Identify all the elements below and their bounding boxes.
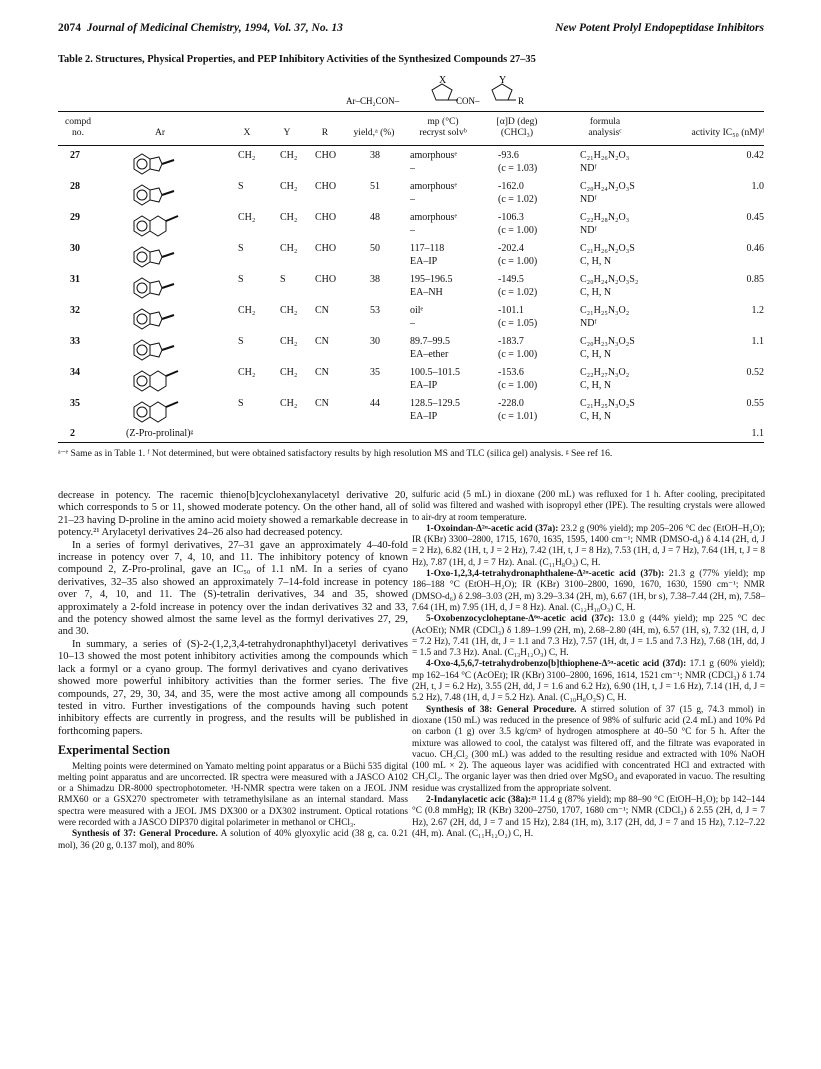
cell-analysis: NDᶠ xyxy=(580,225,597,236)
cell-r: CHO xyxy=(315,150,337,161)
cell-y: S xyxy=(280,274,286,285)
cell-analysis: C, H, N xyxy=(580,349,612,360)
aryl-structure-icon xyxy=(128,150,188,178)
cell-no: 35 xyxy=(70,398,80,409)
cell-recryst: – xyxy=(410,225,415,236)
table-row xyxy=(58,336,764,366)
journal-citation: Journal of Medicinal Chemistry, 1994, Vol. 37, No. 13 xyxy=(86,22,343,34)
aryl-structure-icon xyxy=(128,212,188,240)
cell-concentration: (c = 1.05) xyxy=(498,318,538,329)
cell-y: CH₂ xyxy=(280,367,298,378)
cell-rotation: -101.1 xyxy=(498,305,524,316)
header-analysis: analysisᶜ xyxy=(588,127,622,138)
cell-rotation: -149.5 xyxy=(498,274,524,285)
right-paragraph-6 xyxy=(412,705,765,795)
table-row xyxy=(58,212,764,242)
cell-recryst: EA–IP xyxy=(410,411,438,422)
right-p3-text: 21.3 g (77% yield); mp 186–188 °C (EtOH–H₂O); IR (KBr) 3100–2800, 1690, 1670, 1630, 1590 cm⁻¹; NMR (DMSO-d₆) δ 2.98–3.03 (2H, m) 3.29–3.34 (2H, m), 6.67 (1H, br s), 7.38–7.44 (2H, m), 7.58–7.64 (1H, m) 7.95 (1H, d, J = 8 Hz). Anal. (C₁₂H₁₀O₃) C, H. xyxy=(412,569,766,613)
cell-formula: C₂₁H₂₆N₂O₃S xyxy=(580,243,635,254)
cell-r: CN xyxy=(315,305,329,316)
right-paragraph-1: sulfuric acid (5 mL) in dioxane (200 mL) was refluxed for 1 h. After cooling, precipitated solid was filtered and washed with isopropyl ether (IPE). The resulting crystals were allowed to air-dry at room temperature. xyxy=(412,490,765,523)
header-x: X xyxy=(243,127,251,138)
table-row xyxy=(58,398,764,428)
right-paragraph-5 xyxy=(412,659,765,704)
pyrrolidine-scheme-icon xyxy=(346,72,598,112)
cell-y: CH₂ xyxy=(280,243,298,254)
right-paragraph-4 xyxy=(412,614,765,659)
ref-ar: (Z-Pro-prolinal)ᵍ xyxy=(126,428,194,439)
cell-mp: amorphousᵉ xyxy=(410,181,458,192)
right-paragraph-7 xyxy=(412,795,765,840)
aryl-structure-icon xyxy=(128,243,188,271)
header-no: no. xyxy=(72,127,84,138)
cell-y: CH₂ xyxy=(280,336,298,347)
general-structure-scheme xyxy=(346,72,598,112)
cell-mp: 89.7–99.5 xyxy=(410,336,450,347)
aryl-structure-icon xyxy=(128,336,188,364)
cell-no: 28 xyxy=(70,181,80,192)
cell-activity: 0.46 xyxy=(746,243,764,254)
right-p7-head: 2-Indanylacetic acic (38a):²¹ xyxy=(426,795,537,806)
cell-activity: 1.1 xyxy=(751,336,764,347)
cell-r: CN xyxy=(315,367,329,378)
cell-recryst: – xyxy=(410,163,415,174)
header-rotation: [α]D (deg) xyxy=(496,116,538,127)
right-p3-head: 1-Oxo-1,2,3,4-tetrahydronaphthalene-Δ²ᵅ-acetic acid (37b): xyxy=(426,569,665,580)
cell-analysis: C, H, N xyxy=(580,287,612,298)
cell-concentration: (c = 1.03) xyxy=(498,163,538,174)
aryl-structure-icon xyxy=(128,305,188,333)
cell-yield: 38 xyxy=(370,274,380,285)
table-row xyxy=(58,181,764,211)
table-row xyxy=(58,305,764,335)
right-p2-head: 1-Oxoindan-Δ²ᵅ-acetic acid (37a): xyxy=(426,523,559,534)
left-paragraph-4: Melting points were determined on Yamato melting point apparatus or a Büchi 535 digital melting point apparatus and are uncorrected. IR spectra were measured with a JASCO A102 or a Shimadzu DR-8000 spectrophotometer. ¹H-NMR spectra were taken on a JEOL JNM RMX60 or a GSX270 spectrometer with tetramethylsilane as an internal standard. Mass spectra were measured with a JEOL JMS DX300 or a DX302 instrument. Optical rotations were recorded with a JASCO DIP370 digital polarimeter in methanol or CHCl₃. xyxy=(58,761,408,829)
table-row xyxy=(58,243,764,273)
table-row-reference xyxy=(58,428,764,442)
cell-rotation: -162.0 xyxy=(498,181,524,192)
cell-x: S xyxy=(238,243,244,254)
scheme-con: CON– xyxy=(456,96,480,106)
ref-activity: 1.1 xyxy=(751,428,764,439)
header-r: R xyxy=(321,127,329,138)
cell-concentration: (c = 1.00) xyxy=(498,349,538,360)
cell-mp: 195–196.5 xyxy=(410,274,453,285)
right-p5-head: 4-Oxo-4,5,6,7-tetrahydrobenzo[b]thiophene-Δ⁵ᵅ-acetic acid (37d): xyxy=(426,659,687,670)
table-top-rule xyxy=(58,111,764,112)
table-caption: Table 2. Structures, Physical Properties, and PEP Inhibitory Activities of the Synthesized Compounds 27–35 xyxy=(58,54,536,65)
cell-y: CH₂ xyxy=(280,212,298,223)
cell-analysis: C, H, N xyxy=(580,411,612,422)
cell-y: CH₂ xyxy=(280,181,298,192)
header-recryst: recryst solvᵇ xyxy=(419,127,467,138)
cell-no: 32 xyxy=(70,305,80,316)
right-paragraph-2 xyxy=(412,524,765,569)
cell-concentration: (c = 1.00) xyxy=(498,225,538,236)
cell-activity: 0.42 xyxy=(746,150,764,161)
cell-rotation: -93.6 xyxy=(498,150,519,161)
article-title: New Potent Prolyl Endopeptidase Inhibitors xyxy=(555,22,764,34)
header-ar: Ar xyxy=(154,127,166,138)
right-p5-text: 17.1 g (60% yield); mp 162–164 °C (AcOEt); IR (KBr) 3100–2800, 1696, 1614, 1521 cm⁻¹; NMR (CDCl₃) δ 1.74 (2H, t, J = 6.2 Hz), 3.55 (2H, dd, J = 1.6 and 6.2 Hz), 6.90 (1H, t, J = 1.6 Hz), 7.14 (1H, d, J = 5.2 Hz), 7.48 (1H, d, J = 5.2 Hz). Anal. (C₁₀H₈O₃S) C, H. xyxy=(412,659,766,704)
cell-yield: 50 xyxy=(370,243,380,254)
cell-no: 34 xyxy=(70,367,80,378)
cell-mp: oilᵉ xyxy=(410,305,424,316)
right-column xyxy=(412,490,765,840)
cell-y: CH₂ xyxy=(280,305,298,316)
right-p7-text: 11.4 g (87% yield); mp 88–90 °C (EtOH–H₂O); bp 142–144 °C (0.8 mmHg); IR (KBr) 3200–2750, 1707, 1680 cm⁻¹; NMR (CDCl₃) δ 2.55 (2H, d, J = 7 Hz), 2.67 (2H, dd, J = 7 and 15 Hz), 2.84 (1H, m), 3.17 (2H, dd, J = 7 and 15 Hz), 7.12–7.22 (4H, m). Anal. (C₁₁H₁₂O₂) C, H. xyxy=(412,795,765,839)
right-p6-text: A stirred solution of 37 (15 g, 74.3 mmol) in dioxane (150 mL) was reduced in the presence of 98% of sulfuric acid (2.4 mL) and 10% Pd on carbon (1 g) over 3.5 kg/cm³ of hydrogen atmosphere at 40–50 °C for 5 h. After the mixture was allowed to cool, the catalyst was filtered off, and the filtrate was evaporated in vacuo. CH₂Cl₂ (300 mL) was added to the resulting residue and extracted with 10% NaOH (100 mL × 2). The aqueous layer was acidified with concentrated HCl and extracted with CH₂Cl₂. The organic layer was then dried over MgSO₄ and evaporated in vacuo. The resulting residue was crystallized from the appropriate solvent. xyxy=(412,704,766,794)
cell-no: 27 xyxy=(70,150,80,161)
cell-no: 29 xyxy=(70,212,80,223)
cell-mp: 128.5–129.5 xyxy=(410,398,460,409)
header-y: Y xyxy=(283,127,291,138)
cell-no: 30 xyxy=(70,243,80,254)
right-p6-head: Synthesis of 38: General Procedure. xyxy=(426,704,577,715)
cell-formula: C₂₀H₂₄N₂O₃S₂ xyxy=(580,274,639,285)
aryl-structure-icon xyxy=(128,181,188,209)
cell-analysis: NDᶠ xyxy=(580,194,597,205)
cell-r: CN xyxy=(315,336,329,347)
cell-rotation: -106.3 xyxy=(498,212,524,223)
cell-r: CHO xyxy=(315,181,337,192)
cell-yield: 30 xyxy=(370,336,380,347)
cell-formula: C₂₁H₂₅N₃O₂ xyxy=(580,305,630,316)
aryl-structure-icon xyxy=(128,398,188,426)
cell-x: S xyxy=(238,398,244,409)
page-number: 2074 xyxy=(58,22,81,34)
cell-concentration: (c = 1.02) xyxy=(498,287,538,298)
cell-activity: 0.55 xyxy=(746,398,764,409)
left-paragraph-2: In a series of formyl derivatives, 27–31 gave an approximately 4–40-fold increase in potency over 7, 4, 10, and 11. The inhibitory potency of known compound 2, Z-Pro-prolinal, gave an IC₅₀ of 1.1 nM. In a series of cyano derivatives, 32–35 also showed an approximately 7–14-fold increase in potency over 7, 4, 10, and 11. The (S)-tetralin derivatives, 34 and 35, showed approximately a 2-fold increase in potency over the indan derivatives 32 and 33, and the potency showed almost the same level as the formyl derivatives 27, 29, and 30. xyxy=(58,539,408,638)
left-p5-head: Synthesis of 37: General Procedure. xyxy=(72,829,218,840)
cell-x: S xyxy=(238,181,244,192)
cell-no: 31 xyxy=(70,274,80,285)
right-p2-text: 23.2 g (90% yield); mp 205–206 °C dec (EtOH–H₂O); IR (KBr) 3300–2800, 1715, 1670, 1635, 1595, 1400 cm⁻¹; NMR (DMSO-d₆) δ 4.14 (2H, d, J = 2 Hz), 6.82 (1H, t, J = 2 Hz), 7.42 (1H, t, J = 8 Hz), 7.53 (1H, d, J = 7 Hz), 7.64 (1H, t, J = 8 Hz), 7.87 (1H, d, J = 7 Hz). Anal. (C₁₁H₈O₃) C, H. xyxy=(412,523,765,568)
cell-yield: 35 xyxy=(370,367,380,378)
cell-formula: C₂₁H₂₅N₃O₂S xyxy=(580,398,635,409)
table-row xyxy=(58,367,764,397)
left-paragraph-5 xyxy=(58,829,408,852)
cell-concentration: (c = 1.00) xyxy=(498,256,538,267)
cell-formula: C₂₂H₂₈N₂O₃ xyxy=(580,212,630,223)
cell-y: CH₂ xyxy=(280,150,298,161)
cell-concentration: (c = 1.02) xyxy=(498,194,538,205)
cell-analysis: NDᶠ xyxy=(580,163,597,174)
ref-no: 2 xyxy=(70,428,75,439)
cell-recryst: – xyxy=(410,318,415,329)
header-mp: mp (°C) xyxy=(427,116,459,127)
header-compd: compd xyxy=(64,116,92,127)
scheme-x: X xyxy=(439,75,447,86)
cell-concentration: (c = 1.01) xyxy=(498,411,538,422)
aryl-structure-icon xyxy=(128,274,188,302)
scheme-ar: Ar–CH₂CON– xyxy=(346,96,400,106)
cell-x: CH₂ xyxy=(238,212,256,223)
cell-formula: C₂₀H₂₄N₂O₃S xyxy=(580,181,635,192)
right-paragraph-3 xyxy=(412,569,765,614)
cell-concentration: (c = 1.00) xyxy=(498,380,538,391)
cell-yield: 48 xyxy=(370,212,380,223)
left-column xyxy=(58,490,408,852)
cell-formula: C₂₁H₂₆N₂O₃ xyxy=(580,150,630,161)
cell-yield: 51 xyxy=(370,181,380,192)
scheme-r: R xyxy=(518,96,525,106)
cell-x: CH₂ xyxy=(238,150,256,161)
cell-mp: amorphousᵉ xyxy=(410,150,458,161)
cell-activity: 0.52 xyxy=(746,367,764,378)
cell-recryst: EA–IP xyxy=(410,256,438,267)
header-solvent: (CHCl₃) xyxy=(500,127,534,138)
table-row xyxy=(58,150,764,180)
cell-x: CH₂ xyxy=(238,305,256,316)
left-paragraph-1: decrease in potency. The racemic thieno[b]cyclohexanylacetyl derivative 20, which corresponds to 5 or 11, showed moderate potency. On the other hand, all of 21–23 having D-proline in the amino acid moiety showed a remarkable decrease in potency.²¹ Arylacetyl derivatives 24–26 also had decreased potency. xyxy=(58,490,408,539)
cell-rotation: -228.0 xyxy=(498,398,524,409)
cell-yield: 38 xyxy=(370,150,380,161)
cell-formula: C₂₀H₂₃N₃O₂S xyxy=(580,336,635,347)
header-activity: activity IC₅₀ (nM)ᵈ xyxy=(691,127,764,138)
cell-r: CHO xyxy=(315,274,337,285)
table-header-rule xyxy=(58,145,764,146)
table-footnote: ᵃ⁻ᵉ Same as in Table 1. ᶠ Not determined, but were obtained satisfactory results by high resolution MS and TLC (silica gel) analysis. ᵍ See ref 16. xyxy=(58,448,613,459)
right-p4-text: 13.0 g (44% yield); mp 225 °C dec (AcOEt); NMR (CDCl₃) δ 1.89–1.99 (2H, m), 2.68–2.80 (4H, m), 6.57 (1H, s), 7.32 (1H, d, J = 7.2 Hz), 7.41 (1H, dt, J = 1.1 and 7.3 Hz), 7.57 (1H, dt, J = 1.5 and 7.3 Hz), 7.68 (1H, dd, J = 1.5 and 7.3 Hz). Anal. (C₁₃H₁₂O₃) C, H. xyxy=(412,614,766,659)
cell-recryst: EA–IP xyxy=(410,380,438,391)
cell-yield: 53 xyxy=(370,305,380,316)
cell-analysis: C, H, N xyxy=(580,380,612,391)
cell-activity: 0.85 xyxy=(746,274,764,285)
cell-formula: C₂₂H₂₇N₃O₂ xyxy=(580,367,630,378)
table-bottom-rule xyxy=(58,442,764,443)
cell-rotation: -202.4 xyxy=(498,243,524,254)
running-head xyxy=(58,22,764,38)
cell-r: CHO xyxy=(315,212,337,223)
aryl-structure-icon xyxy=(128,367,188,395)
cell-mp: amorphousᵉ xyxy=(410,212,458,223)
cell-analysis: C, H, N xyxy=(580,256,612,267)
cell-x: CH₂ xyxy=(238,367,256,378)
table-row xyxy=(58,274,764,304)
cell-r: CN xyxy=(315,398,329,409)
cell-x: S xyxy=(238,336,244,347)
left-p5-text: A solution of 40% glyoxylic acid (38 g, ca. 0.21 mol), 36 (20 g, 0.137 mol), and 80% xyxy=(58,829,408,851)
cell-activity: 0.45 xyxy=(746,212,764,223)
cell-r: CHO xyxy=(315,243,337,254)
cell-recryst: EA–NH xyxy=(410,287,443,298)
cell-activity: 1.0 xyxy=(751,181,764,192)
left-paragraph-3: In summary, a series of (S)-2-(1,2,3,4-tetrahydronaphthyl)acetyl derivatives 10–13 showed the most potent inhibitory activities among the compounds which lack a formyl or a cyano group. The formyl derivatives and cyano derivatives showed more powerful inhibitory activities than the former series. The five compounds, 27, 29, 30, 34, and 35, were the most active among all compounds tested in vitro. Further investigations of the compounds having such potent inhibitory effects are currently in progress, and the results will be published in forthcoming papers. xyxy=(58,638,408,737)
header-formula: formula xyxy=(589,116,621,127)
cell-recryst: EA–ether xyxy=(410,349,449,360)
scheme-y: Y xyxy=(499,75,507,86)
cell-mp: 117–118 xyxy=(410,243,445,254)
cell-analysis: NDᶠ xyxy=(580,318,597,329)
cell-rotation: -183.7 xyxy=(498,336,524,347)
cell-x: S xyxy=(238,274,244,285)
cell-recryst: – xyxy=(410,194,415,205)
cell-activity: 1.2 xyxy=(751,305,764,316)
cell-no: 33 xyxy=(70,336,80,347)
cell-rotation: -153.6 xyxy=(498,367,524,378)
section-title: Experimental Section xyxy=(58,743,171,758)
cell-y: CH₂ xyxy=(280,398,298,409)
cell-mp: 100.5–101.5 xyxy=(410,367,460,378)
right-p4-head: 5-Oxobenzocycloheptane-Δ⁶ᵅ-acetic acid (37c): xyxy=(426,614,615,625)
header-yield: yield,ᵃ (%) xyxy=(353,127,395,138)
cell-yield: 44 xyxy=(370,398,380,409)
